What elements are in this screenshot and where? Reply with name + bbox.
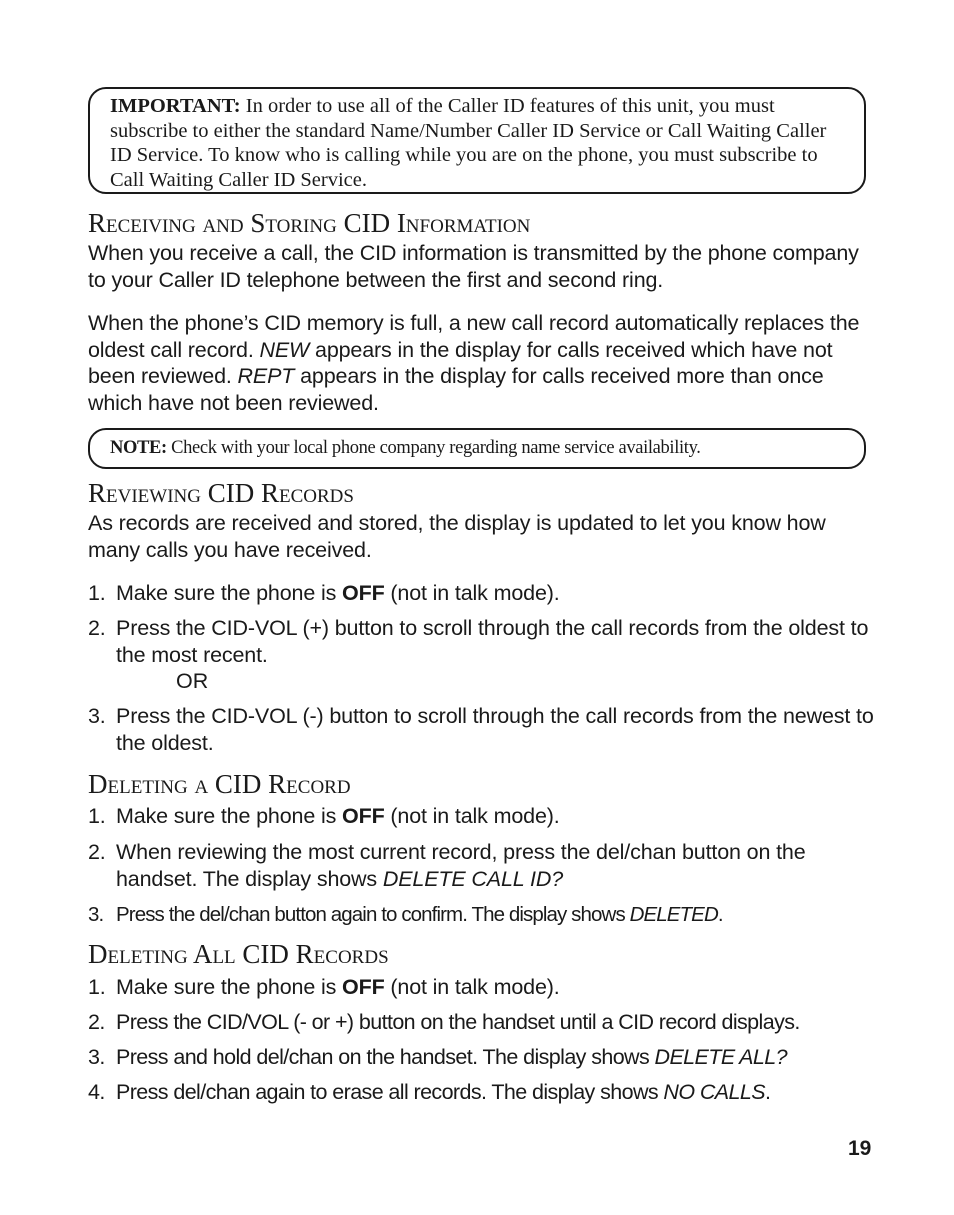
p2-text-b: appears in the display for calls received which have not been reviewed. [88, 337, 833, 388]
important-callout [88, 87, 866, 194]
off-label: OFF [342, 975, 385, 999]
step-number: 3. [88, 1045, 105, 1069]
step-text: Press del/chan again to erase all records. The display shows [116, 1080, 664, 1104]
delete-one-step-3 [88, 901, 878, 928]
page-number: 19 [848, 1137, 872, 1160]
heading-receiving: Receiving and Storing CID Information [88, 208, 531, 238]
step-text: Make sure the phone is [116, 975, 343, 999]
or-separator: OR [176, 669, 209, 693]
p2-text-c: appears in the display for calls received more than once which have not been reviewed. [88, 364, 824, 415]
reviewing-step-2 [88, 615, 878, 669]
receiving-paragraph-1: When you receive a call, the CID information is transmitted by the phone company to your Caller ID telephone between the first and second ring. [88, 241, 859, 292]
rept-indicator: REPT [237, 364, 295, 388]
step-text: When reviewing the most current record, press the del/chan button on the handset. The display shows [116, 840, 806, 891]
heading-deleting-all: Deleting All CID Records [88, 939, 389, 969]
delete-all-step-2 [88, 1009, 878, 1036]
heading-deleting-one: Deleting a CID Record [88, 769, 351, 799]
step-number: 2. [88, 616, 106, 640]
heading-reviewing: Reviewing CID Records [88, 478, 354, 508]
display-message: NO CALLS [663, 1080, 765, 1104]
note-text: Check with your local phone company regarding name service availability. [166, 438, 701, 458]
delete-one-step-1 [88, 803, 878, 830]
note-callout [88, 428, 866, 469]
step-text: Press the del/chan button again to confirm. The display shows [116, 903, 630, 926]
step-text: Press the CID/VOL (- or +) button on the handset until a CID record displays. [116, 1010, 800, 1034]
note-label: NOTE: [110, 438, 167, 458]
new-indicator: NEW [259, 337, 310, 362]
reviewing-intro: As records are received and stored, the display is updated to let you know how many calls you have received. [88, 511, 826, 562]
step-text: (not in talk mode). [384, 975, 560, 999]
step-text: Press the CID-VOL (-) button to scroll through the call records from the newest to the oldest. [116, 704, 874, 755]
step-number: 1. [88, 804, 106, 828]
step-text: Make sure the phone is [116, 581, 343, 605]
step-number: 1. [88, 581, 106, 605]
step-text: . [717, 903, 723, 926]
step-text: (not in talk mode). [384, 581, 560, 605]
delete-all-step-3 [88, 1044, 878, 1071]
step-text: (not in talk mode). [384, 804, 560, 828]
step-number: 1. [88, 975, 106, 999]
display-message: DELETE CALL ID? [382, 867, 564, 891]
step-number: 2. [88, 1010, 105, 1034]
step-text: . [764, 1080, 771, 1104]
receiving-paragraph-2 [88, 310, 878, 416]
delete-all-step-4 [88, 1079, 878, 1106]
reviewing-step-3 [88, 703, 878, 757]
step-text: Press the CID-VOL (+) button to scroll through the call records from the oldest to the most recent. [116, 616, 869, 667]
step-number: 4. [88, 1080, 105, 1104]
delete-all-step-1 [88, 974, 878, 1001]
step-number: 2. [88, 840, 106, 864]
important-text: In order to use all of the Caller ID features of this unit, you must subscribe to either the standard Name/Number Caller ID Service or Call Waiting Caller ID Service. To know who is calling while you are on the phone, you must subscribe to Call Waiting Caller ID Service. [110, 95, 827, 191]
delete-one-step-2 [88, 839, 878, 893]
step-number: 3. [88, 704, 106, 728]
reviewing-step-1 [88, 580, 878, 607]
display-message: DELETED [629, 903, 718, 926]
step-text: Make sure the phone is [116, 804, 343, 828]
step-number: 3. [88, 903, 104, 926]
p2-text-a: When the phone’s CID memory is full, a new call record automatically replaces the oldest call record. [88, 311, 860, 362]
step-text: Press and hold del/chan on the handset. The display shows [116, 1045, 655, 1069]
off-label: OFF [342, 581, 385, 605]
off-label: OFF [342, 804, 385, 828]
display-message: DELETE ALL? [654, 1045, 787, 1069]
important-label: IMPORTANT: [110, 95, 241, 117]
